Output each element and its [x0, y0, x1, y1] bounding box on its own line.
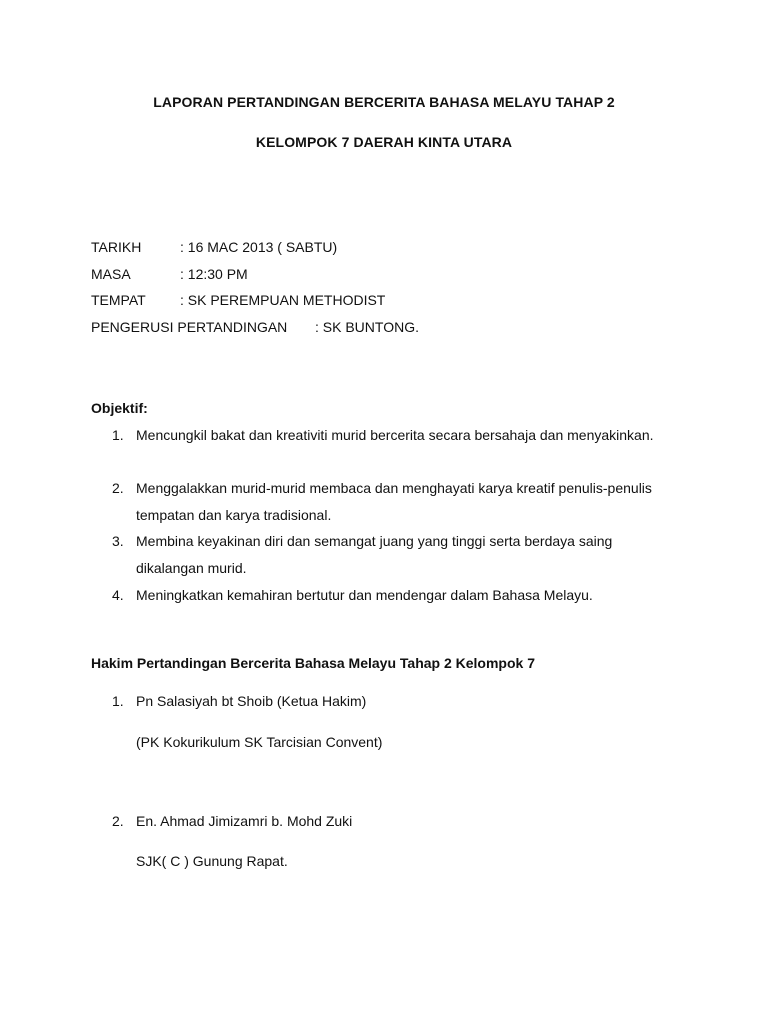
- objektif-heading: Objektif:: [91, 400, 148, 416]
- document-title: LAPORAN PERTANDINGAN BERCERITA BAHASA MELAYU TAHAP 2: [153, 94, 615, 110]
- hakim-detail: SJK( C ) Gunung Rapat.: [136, 853, 288, 869]
- list-number: 1.: [112, 427, 124, 443]
- hakim-name: Pn Salasiyah bt Shoib (Ketua Hakim): [136, 693, 367, 709]
- info-row-tempat: [91, 292, 385, 308]
- objektif-text: Membina keyakinan diri dan semangat juang yang tinggi serta berdaya saing dikalangan murid.: [136, 533, 613, 576]
- pengerusi-value: : SK BUNTONG.: [315, 319, 419, 335]
- objektif-text: Meningkatkan kemahiran bertutur dan mendengar dalam Bahasa Melayu.: [136, 587, 593, 603]
- tarikh-label: TARIKH: [91, 239, 142, 255]
- info-row-masa: [91, 266, 248, 282]
- objektif-text: Menggalakkan murid-murid membaca dan menghayati karya kreatif penulis-penulis tempatan dan karya tradisional.: [136, 480, 652, 523]
- info-row-tarikh: [91, 239, 337, 255]
- objektif-text: Mencungkil bakat dan kreativiti murid bercerita secara bersahaja dan menyakinkan.: [136, 427, 654, 443]
- tempat-value: : SK PEREMPUAN METHODIST: [180, 292, 386, 308]
- list-number: 3.: [112, 533, 124, 549]
- info-row-pengerusi: [91, 319, 419, 335]
- hakim-detail: (PK Kokurikulum SK Tarcisian Convent): [136, 734, 383, 750]
- hakim-heading: Hakim Pertandingan Bercerita Bahasa Melayu Tahap 2 Kelompok 7: [91, 655, 536, 671]
- masa-label: MASA: [91, 266, 131, 282]
- list-number: 2.: [112, 813, 124, 829]
- tarikh-value: : 16 MAC 2013 ( SABTU): [180, 239, 338, 255]
- document-subtitle: KELOMPOK 7 DAERAH KINTA UTARA: [255, 134, 513, 150]
- hakim-name: En. Ahmad Jimizamri b. Mohd Zuki: [136, 813, 353, 829]
- list-number: 1.: [112, 693, 124, 709]
- list-number: 4.: [112, 587, 124, 603]
- tempat-label: TEMPAT: [91, 292, 146, 308]
- pengerusi-label: PENGERUSI PERTANDINGAN: [91, 319, 288, 335]
- list-number: 2.: [112, 480, 124, 496]
- masa-value: : 12:30 PM: [180, 266, 248, 282]
